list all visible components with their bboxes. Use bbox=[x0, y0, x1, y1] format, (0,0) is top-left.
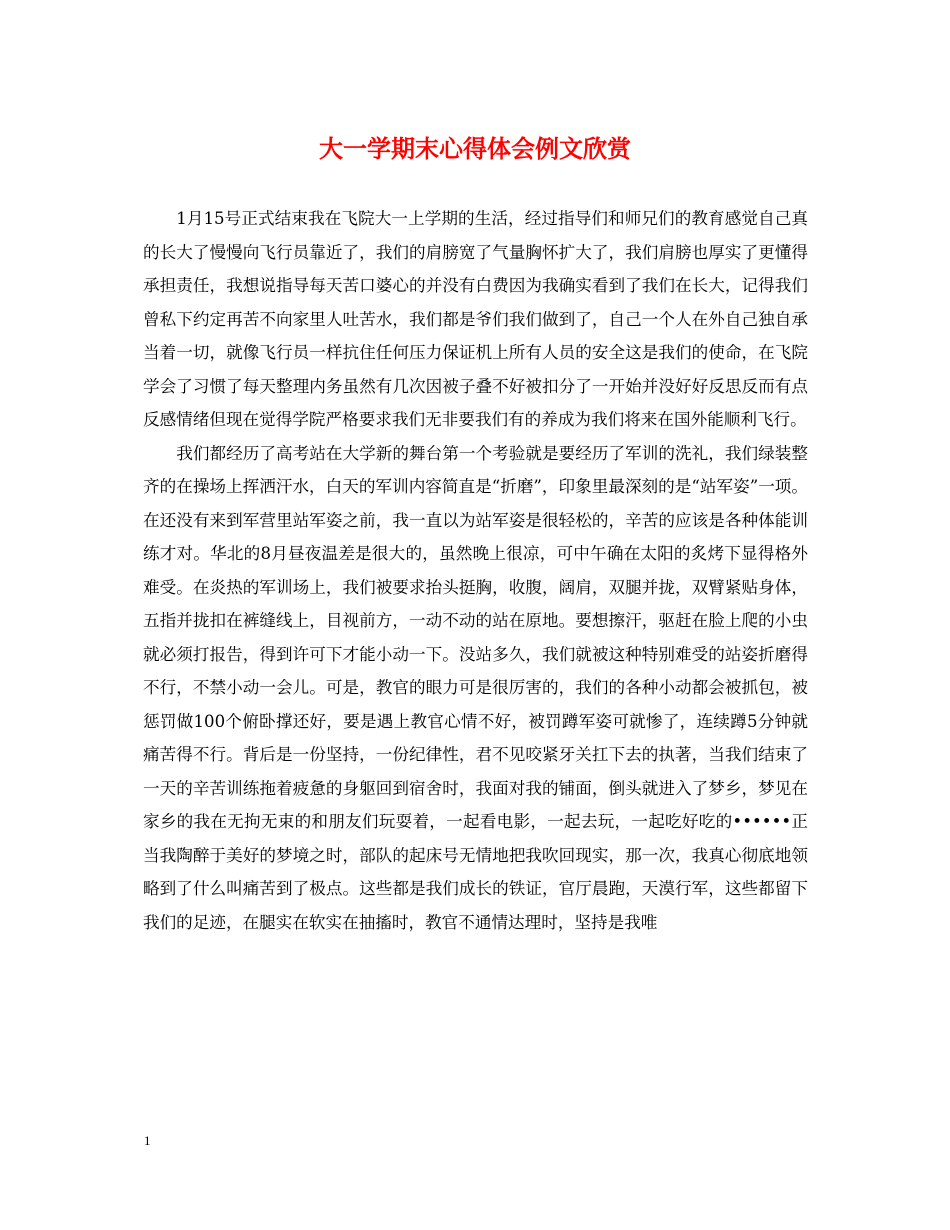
paragraph-1: 1月15号正式结束我在飞院大一上学期的生活，经过指导们和师兄们的教育感觉自己真的长大了慢慢向飞行员靠近了，我们的肩膀宽了气量胸怀扩大了，我们肩膀也厚实了更懂得承担责任，我想说指导每天苦口婆心的并没有白费因为我确实看到了我们在长大，记得我们曾私下约定再苦不向家里人吐苦水，我们都是爷们我们做到了，自己一个人在外自己独自承当着一切，就像飞行员一样抗住任何压力保证机上所有人员的安全这是我们的使命，在飞院学会了习惯了每天整理内务虽然有几次因被子叠不好被扣分了一开始并没好好反思反而有点反感情绪但现在觉得学院严格要求我们无非要我们有的养成为我们将来在国外能顺利飞行。 bbox=[143, 209, 808, 429]
paragraph-2: 我们都经历了高考站在大学新的舞台第一个考验就是要经历了军训的洗礼，我们绿装整齐的在操场上挥洒汗水，白天的军训内容简直是“折磨”，印象里最深刻的是“站军姿”一项。在还没有来到军营里站军姿之前，我一直以为站军姿是很轻松的，辛苦的应该是各种体能训练才对。华北的8月昼夜温差是很大的，虽然晚上很凉，可中午确在太阳的炙烤下显得格外难受。在炎热的军训场上，我们被要求抬头挺胸，收腹，阔肩，双腿并拢，双臂紧贴身体，五指并拢扣在裤缝线上，目视前方，一动不动的站在原地。要想擦汗，驱赶在脸上爬的小虫就必须打报告，得到许可下才能小动一下。没站多久，我们就被这种特别难受的站姿折磨得不行，不禁小动一会儿。可是，教官的眼力可是很厉害的，我们的各种小动都会被抓包，被惩罚做100个俯卧撑还好，要是遇上教官心情不好，被罚蹲军姿可就惨了，连续蹲5分钟就痛苦得不行。背后是一份坚持，一份纪律性，君不见咬紧牙关扛下去的执著，当我们结束了一天的辛苦训练拖着疲惫的身躯回到宿舍时，我面对我的铺面，倒头就进入了梦乡，梦见在家乡的我在无拘无束的和朋友们玩耍着，一起看电影，一起去玩，一起吃好吃的••••••正当我陶醉于美好的梦境之时，部队的起床号无情地把我吹回现实，那一次，我真心彻底地领略到了什么叫痛苦到了极点。这些都是我们成长的铁证，官厅晨跑，天漠行军，这些都留下我们的足迹，在腿实在软实在抽搐时，教官不通情达理时，坚持是我唯 bbox=[143, 443, 808, 932]
page-number: 1 bbox=[144, 1133, 151, 1148]
document-body bbox=[143, 202, 808, 939]
page-title: 大一学期末心得体会例文欣赏 bbox=[319, 134, 631, 163]
